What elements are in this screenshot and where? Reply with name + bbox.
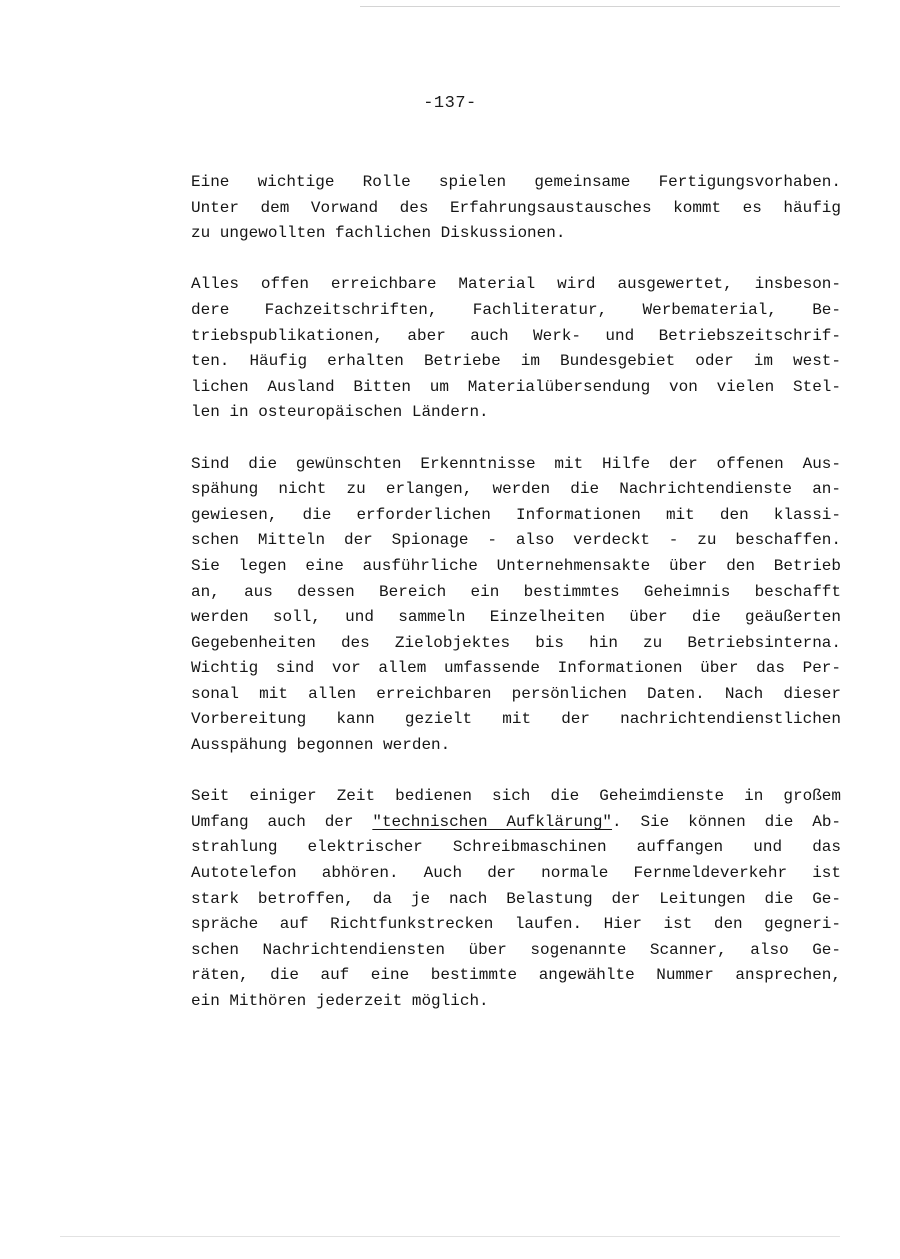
text-line: räten, die auf eine bestimmte angewählte Nummer ansprechen, — [191, 966, 841, 985]
underlined-term: "technischen Aufklärung" — [372, 812, 613, 831]
text-line: spräche auf Richtfunkstrecken laufen. Hier ist den gegneri- — [191, 915, 841, 934]
text-line: triebspublikationen, aber auch Werk- und Betriebszeitschrif- — [191, 326, 841, 345]
text-line: Eine wichtige Rolle spielen gemeinsame Fertigungsvorhaben. — [191, 173, 841, 191]
text-line: Alles offen erreichbare Material wird ausgewertet, insbeson- — [191, 275, 841, 294]
text-line: schen Nachrichtendiensten über sogenannte Scanner, also Ge- — [191, 940, 841, 959]
paragraph — [191, 170, 841, 247]
text-line: an, aus dessen Bereich ein bestimmtes Geheimnis beschafft — [191, 582, 841, 601]
text-line: werden soll, und sammeln Einzelheiten über die geäußerten — [191, 608, 841, 627]
text-line: Gegebenheiten des Zielobjektes bis hin zu Betriebsinterna. — [191, 633, 841, 652]
scan-edge-top — [360, 6, 840, 7]
text-line: gewiesen, die erforderlichen Informationen mit den klassi- — [191, 505, 841, 524]
paragraph — [191, 784, 841, 1014]
text-line: Sind die gewünschten Erkenntnisse mit Hilfe der offenen Aus- — [191, 454, 841, 473]
text-line: schen Mitteln der Spionage - also verdeckt - zu beschaffen. — [191, 531, 841, 550]
body-text — [191, 170, 841, 1040]
text-line: zu ungewollten fachlichen Diskussionen. — [191, 224, 566, 243]
text-line: ten. Häufig erhalten Betriebe im Bundesgebiet oder im west- — [191, 352, 841, 371]
text-line: Ausspähung begonnen werden. — [191, 736, 451, 755]
text-line: stark betroffen, da je nach Belastung der Leitungen die Ge- — [191, 889, 841, 908]
text-line-with-underline: Umfang auch der "technischen Aufklärung". Sie können die Ab- — [191, 812, 842, 831]
text-line: Sie legen eine ausführliche Unternehmensakte über den Betrieb — [191, 556, 841, 575]
text-line: Unter dem Vorwand des Erfahrungsaustausches kommt es häufig — [191, 198, 841, 217]
text-line: len in osteuropäischen Ländern. — [191, 403, 489, 422]
text-line: Autotelefon abhören. Auch der normale Fernmeldeverkehr ist — [191, 864, 841, 883]
text-line: ein Mithören jederzeit möglich. — [191, 992, 489, 1010]
text-line: Vorbereitung kann gezielt mit der nachrichtendienstlichen — [191, 710, 841, 729]
text-line: spähung nicht zu erlangen, werden die Nachrichtendienste an- — [191, 480, 841, 499]
text-line: strahlung elektrischer Schreibmaschinen auffangen und das — [191, 838, 841, 857]
paragraph — [191, 272, 841, 426]
scan-edge-bottom — [60, 1236, 840, 1237]
page-number: -137- — [423, 94, 477, 113]
text-line: lichen Ausland Bitten um Materialübersendung von vielen Stel- — [191, 377, 841, 396]
text-line: sonal mit allen erreichbaren persönlichen Daten. Nach dieser — [191, 684, 841, 703]
text-line: Seit einiger Zeit bedienen sich die Geheimdienste in großem — [191, 787, 841, 806]
text-line: dere Fachzeitschriften, Fachliteratur, Werbematerial, Be- — [191, 300, 841, 319]
paragraph — [191, 452, 841, 759]
text-line: Wichtig sind vor allem umfassende Informationen über das Per- — [191, 659, 841, 678]
